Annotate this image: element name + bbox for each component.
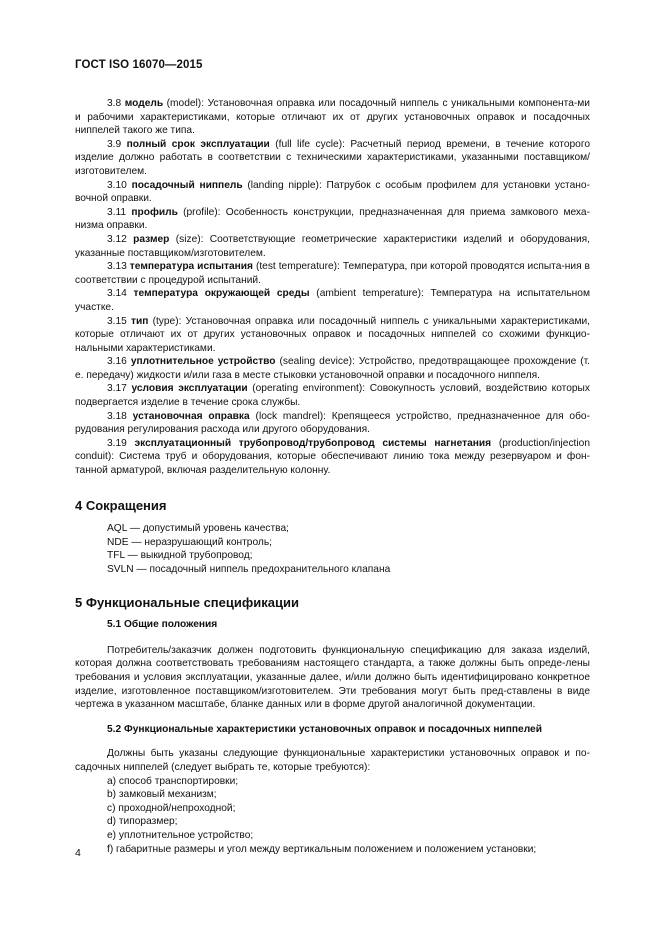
list-item: e) уплотнительное устройство; [107,829,254,841]
definition-item [75,97,590,138]
definition-text: : Совокупность условий, воздействию которых подвергается изделие в течение срока службы. [75,383,590,409]
definition-term: профиль [131,206,178,218]
definition-english-term: (operating environment) [252,383,363,395]
doc-header: ГОСТ ISO 16070—2015 [75,59,203,71]
list-item: b) замковый механизм; [107,789,217,801]
definition-item [75,233,590,260]
definition-term: посадочный ниппель [131,179,243,191]
definition-number: 3.13 [107,261,127,273]
list-item: c) проходной/непроходной; [107,802,236,814]
definition-number: 3.9 [107,138,122,150]
definition-item [75,287,590,314]
definition-text: : Соответствующие геометрические характеристики изделий и оборудования, указанные поставщиком/изготовителем. [75,233,590,259]
abbreviation-item: NDE — неразрушающий контроль; [107,536,272,548]
definition-number: 3.18 [107,410,127,422]
page-number: 4 [75,847,81,859]
definition-item [75,355,590,382]
section-5-2-items [75,775,590,857]
section-4-title: 4 Сокращения [75,497,167,513]
definition-term: размер [133,233,170,245]
definition-item [75,437,590,478]
definition-number: 3.10 [107,179,127,191]
definition-english-term: (type) [152,315,179,327]
definition-english-term: (size) [175,233,201,245]
page-content [75,97,590,856]
abbreviation-item: SVLN — посадочный ниппель предохранительного клапана [107,564,391,575]
definition-text: : Патрубок с особым профилем для установки устано-вочной оправки. [75,179,590,205]
definition-item [75,138,590,179]
definition-text: : Температура на испытательном участке. [75,288,590,313]
definition-english-term: (production/injection conduit) [75,437,590,463]
section-5-2-text: Должны быть указаны следующие функциональные характеристики установочных оправок и по-садочных ниппелей (следует выбрать те, которые требуются): [75,748,590,773]
definition-item [75,410,590,437]
definition-number: 3.16 [107,356,127,368]
definition-english-term: (landing nipple) [247,179,319,191]
definition-english-term: (profile) [183,206,218,218]
definition-term: температура испытания [129,261,253,273]
definition-english-term: (lock mandrel) [255,410,324,422]
definition-text: : Особенность конструкции, предназначенная для приема замкового меха-низма оправки. [75,206,590,232]
abbreviation-item: TFL — выкидной трубопровод; [107,550,253,562]
section-5-2-title: 5.2 Функциональные характеристики установочных оправок и посадочных ниппелей [107,723,542,735]
definition-text: : Установочная оправка или посадочный ниппель с уникальными характеристиками, которые отличают их от других установочных оправок и посадочных ниппелей со схожими функцио-нальными характеристиками. [75,315,590,354]
definition-text: : Температура, при которой проводятся испыта-ния в соответствии с процедурой испытаний. [75,261,590,286]
definitions-list [75,97,590,478]
definition-text: : Установочная оправка или посадочный ниппель с уникальными компонента-ми и рабочими характеристиками, которые отличают их от других установочных оправок и посадочных ниппелей такого же типа. [75,98,590,137]
section-5-1-title: 5.1 Общие положения [107,619,218,631]
definition-item [75,315,590,356]
list-item: a) способ транспортировки; [107,775,239,787]
definition-english-term: (full life cycle) [275,138,343,150]
definition-term: эксплуатационный трубопровод/трубопровод системы нагнетания [134,437,492,449]
definition-term: условия эксплуатации [131,383,248,395]
definition-english-term: (ambient temperature) [316,288,421,300]
definition-number: 3.8 [107,98,122,109]
definition-number: 3.19 [107,437,127,449]
definition-term: температура окружающей среды [133,288,310,300]
section-5-1-text: Потребитель/заказчик должен подготовить функциональную спецификацию для заказа изделий, которая должна соответствовать требованиям настоящего стандарта, а также должны быть опреде-лены требования и условия эксплуатации, указанные далее, и/или должно быть идентифицировано конкретное изделие, изготовленное поставщиком/изготовителем. Эти требования могут быть пред-ставлены в виде чертежа в указанном масштабе, бланке данных или в форме другой аналогичной документации. [75,644,590,711]
list-item: d) типоразмер; [107,816,178,828]
definition-english-term: (sealing device) [279,356,353,368]
definition-text: : Расчетный период времени, в течение которого изделие должно работать в соответствии с техническими характеристиками, указанными поставщиком/изготовителем. [75,138,591,177]
definition-term: модель [124,98,164,109]
list-item: f) габаритные размеры и угол между вертикальным положением и положением установки; [107,843,537,855]
definition-term: установочная оправка [132,410,250,422]
definition-number: 3.11 [107,206,127,218]
definition-item [75,179,590,206]
definition-term: уплотнительное устройство [130,356,276,368]
definition-text: : Устройство, предотвращающее прохождение (т. е. передачу) жидкости и/или газа в месте стыковки установочной оправки и посадочного ниппеля. [75,356,590,381]
definition-text: : Система труб и оборудования, которые обеспечивают линию тока между резервуаром и фон-танной арматурой, включая разделительную колонну. [75,451,590,477]
abbreviation-item: AQL — допустимый уровень качества; [107,523,289,535]
section-5-title: 5 Функциональные спецификации [75,594,299,610]
definition-item [75,260,590,287]
definition-number: 3.14 [107,288,127,300]
definition-number: 3.12 [107,233,127,245]
definition-item [75,382,590,409]
definition-english-term: (test temperature) [255,261,338,273]
definition-term: тип [131,315,149,327]
definition-english-term: (model) [166,98,202,109]
abbreviations-list [75,522,590,576]
definition-number: 3.15 [107,315,127,327]
definition-item [75,206,590,233]
definition-term: полный срок эксплуатации [126,138,270,150]
definition-text: : Крепящееся устройство, предназначенное для обо-рудования регулирования расхода или другого оборудования. [75,410,590,436]
definition-number: 3.17 [107,383,127,395]
